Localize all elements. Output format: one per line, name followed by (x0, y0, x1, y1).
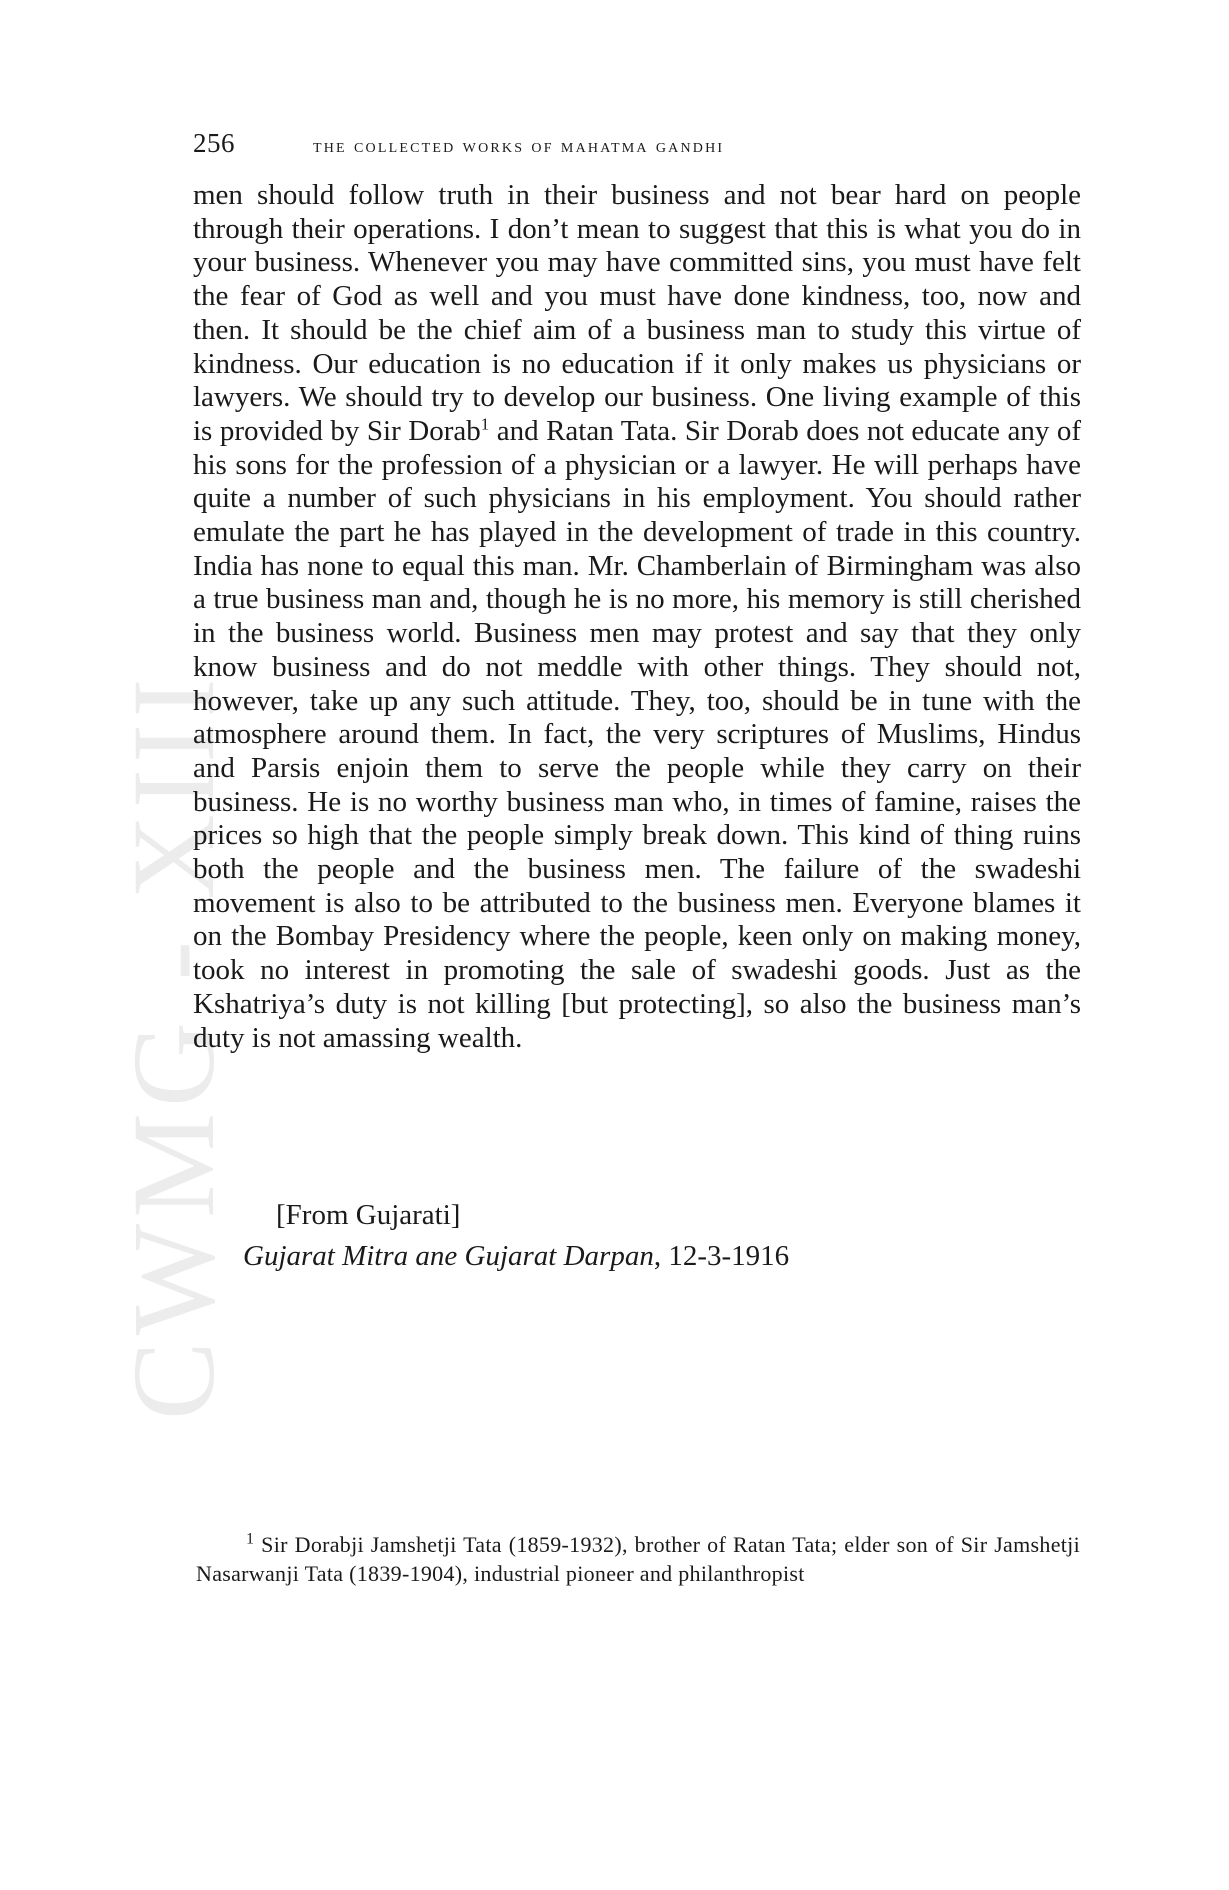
source-language-note: [From Gujarati] (276, 1199, 461, 1231)
footnote-reference[interactable]: 1 (480, 414, 490, 434)
body-text-part-2: and Ratan Tata. Sir Dorab does not educate any of his sons for the profession of a physician or a lawyer. He will perhaps have quite a number of such physicians in his employment. You should rather emulate the part he has played in the development of trade in this country. India has none to equal this man. Mr. Chamberlain of Birmingham was also a true business man and, though he is no more, his memory is still cherished in the business world. Business men may protest and say that they only know business and do not meddle with other things. They should not, however, take up any such attitude. They, too, should be in tune with the atmosphere around them. In fact, the very scriptures of Muslims, Hindus and Parsis enjoin them to serve the people while they carry on their business. He is no worthy business man who, in times of famine, raises the prices so high that the people simply break down. This kind of thing ruins both the people and the business men. The failure of the swadeshi movement is also to be attributed to the business men. Everyone blames it on the Bombay Presidency where the people, keen only on making money, took no interest in promoting the sale of swadeshi goods. Just as the Kshatriya’s duty is not killing [but protecting], so also the business man’s duty is not amassing wealth. (193, 414, 1081, 1054)
page-number: 256 (193, 128, 235, 158)
footnote (196, 1530, 1080, 1588)
watermark-text: CWMG - XIII (108, 672, 239, 1420)
footnote-marker: 1 (246, 1530, 255, 1548)
body-paragraph (193, 179, 1081, 1055)
publication-title: Gujarat Mitra ane Gujarat Darpan (243, 1240, 654, 1272)
running-head (193, 128, 1083, 164)
source-citation (243, 1240, 789, 1273)
publication-date: , 12-3-1916 (653, 1240, 790, 1272)
body-text-part-1: men should follow truth in their business and not bear hard on people through their operations. I don’t mean to suggest that this is what you do in your business. Whenever you may have committed sins, you must have felt the fear of God as well and you must have done kindness, too, now and then. It should be the chief aim of a business man to study this virtue of kindness. Our education is no education if it only makes us physicians or lawyers. We should try to develop our business. One living example of this is provided by Sir Dorab (193, 179, 1081, 447)
running-title: the collected works of mahatma gandhi (313, 135, 725, 157)
footnote-text: Sir Dorabji Jamshetji Tata (1859-1932), brother of Ratan Tata; elder son of Sir Jamshetji Nasarwanji Tata (1839-1904), industrial pioneer and philanthropist (196, 1532, 1080, 1586)
